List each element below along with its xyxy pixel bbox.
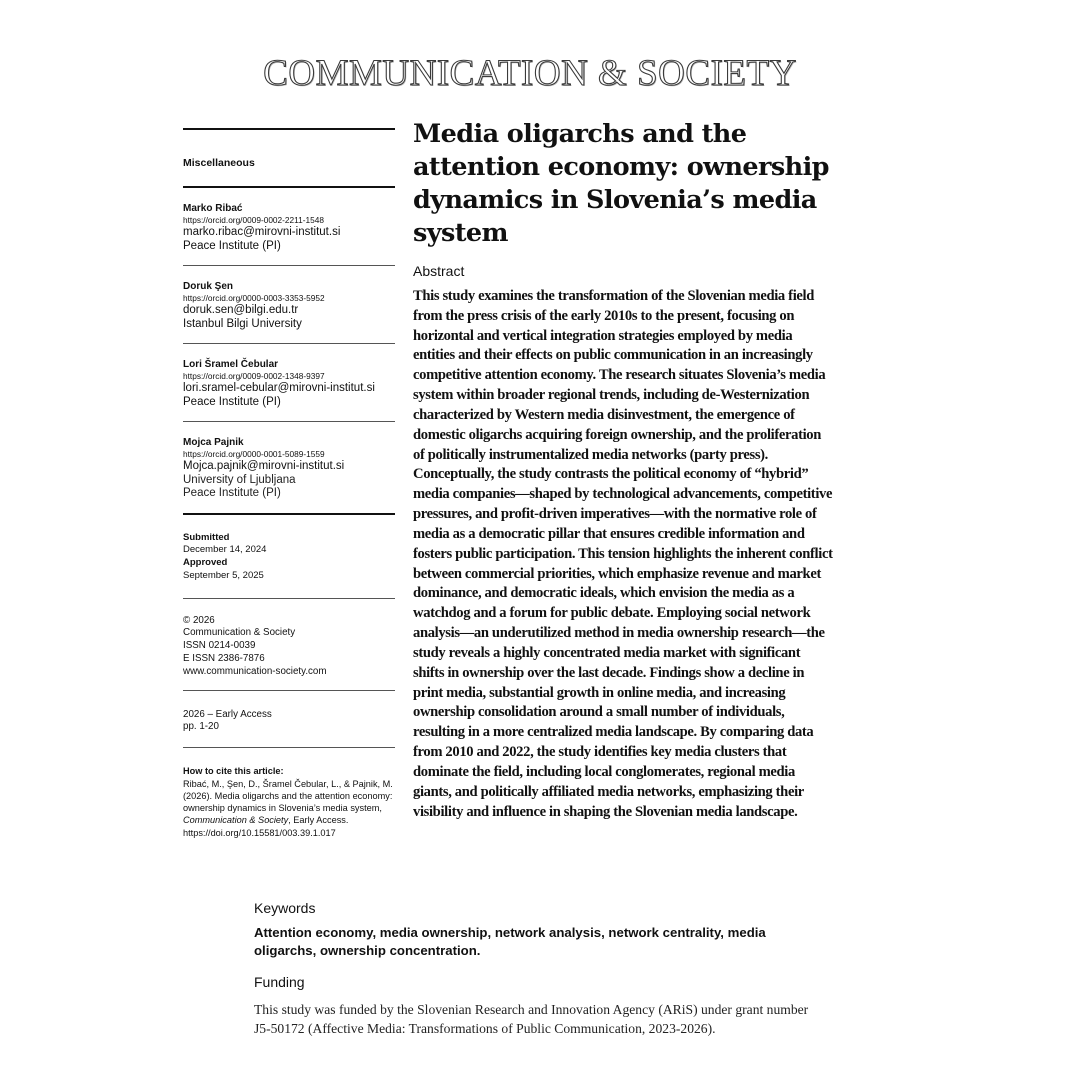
author-block bbox=[183, 422, 395, 513]
author-affiliation: Istanbul Bilgi University bbox=[183, 317, 302, 330]
author-affiliation: Peace Institute (PI) bbox=[183, 239, 281, 252]
author-email-link[interactable]: marko.ribac@mirovni-institut.si bbox=[183, 226, 341, 238]
website-link[interactable]: www.communication-society.com bbox=[183, 665, 327, 677]
author-orcid-link[interactable]: https://orcid.org/0000-0003-3353-5952 bbox=[183, 293, 325, 303]
author-name: Lori Šramel Čebular bbox=[183, 359, 279, 370]
submitted-label: Submitted bbox=[183, 531, 230, 543]
abstract-heading: Abstract bbox=[413, 263, 465, 279]
funding-heading: Funding bbox=[254, 974, 305, 990]
funding-text: This study was funded by the Slovenian Research and Innovation Agency (ARiS) under grant number J5-50172 (Affective Media: Transformations of Public Communication, 2023-2026). bbox=[254, 1002, 809, 1036]
citation-block bbox=[183, 748, 395, 839]
keywords-heading: Keywords bbox=[254, 900, 316, 916]
article-sidebar bbox=[183, 128, 395, 839]
citation-journal: Communication & Society bbox=[183, 815, 289, 826]
author-name: Doruk Şen bbox=[183, 281, 234, 292]
author-affiliation: Peace Institute (PI) bbox=[183, 395, 281, 408]
section-label: Miscellaneous bbox=[183, 157, 255, 169]
issue-pages: pp. 1-20 bbox=[183, 721, 219, 733]
author-email-link[interactable]: doruk.sen@bilgi.edu.tr bbox=[183, 304, 299, 316]
citation-status: , Early Access. bbox=[288, 815, 349, 826]
author-block bbox=[183, 344, 395, 421]
eissn: E ISSN 2386-7876 bbox=[183, 653, 265, 665]
submitted-date: December 14, 2024 bbox=[183, 544, 267, 556]
author-name: Mojca Pajnik bbox=[183, 437, 244, 448]
citation-text bbox=[183, 778, 395, 827]
issue-info bbox=[183, 691, 395, 748]
abstract-text: This study examines the transformation of the Slovenian media field from the press crisis of the early 2010s to the present, focusing on horizontal and vertical integration strategies employed by media entities and their effects on public communication in an increasingly competitive attention economy. The research situates Slovenia’s media system within broader regional trends, including de-Westernization characterized by Western media disinvestment, the emergence of domestic oligarchs acquiring foreign ownership, and the proliferation of politically instrumentalized media networks (party press). Conceptually, the study contrasts the political economy of “hybrid” media companies—shaped by technological advancements, competitive pressures, and profit-driven imperatives—with the normative role of media as a democratic pillar that ensures credible information and fosters public participation. This tension highlights the inherent conflict between commercial priorities, which emphasize revenue and market dominance, and democratic ideals, which envision the media as a watchdog and a forum for public debate. Employing social network analysis—an underutilized method in media ownership research—the study reveals a highly concentrated media market with significant shifts in ownership over the last decade. Findings show a decline in print media, substantial growth in online media, and increasing ownership consolidation around a small number of individuals, resulting in a more centralized media landscape. By comparing data from 2010 and 2022, the study identifies key media clusters that dominate the field, including local conglomerates, regional media giants, and politically affiliated media networks, emphasizing their visibility and influence in shaping the Slovenian media landscape. bbox=[413, 288, 833, 820]
author-affiliation: University of Ljubljana bbox=[183, 473, 296, 486]
publication-info bbox=[183, 599, 395, 690]
publisher: Communication & Society bbox=[183, 627, 296, 639]
divider bbox=[183, 128, 395, 130]
author-orcid-link[interactable]: https://orcid.org/0000-0001-5089-1559 bbox=[183, 449, 325, 459]
issn: ISSN 0214-0039 bbox=[183, 640, 256, 652]
approved-label: Approved bbox=[183, 557, 228, 569]
author-block bbox=[183, 188, 395, 265]
article-main bbox=[413, 118, 833, 822]
article-dates bbox=[183, 515, 395, 598]
citation-authors: Ribać, M., Şen, D., Šramel Čebular, L., & Pajnik, M. (2026). Media oligarchs and the attention economy: ownership dynamics in Slovenia’s media system, bbox=[183, 778, 393, 814]
keywords-text: Attention economy, media ownership, network analysis, network centrality, media oligarchs, ownership concentration. bbox=[254, 925, 766, 958]
author-orcid-link[interactable]: https://orcid.org/0009-0002-2211-1548 bbox=[183, 215, 324, 225]
author-email-link[interactable]: lori.sramel-cebular@mirovni-institut.si bbox=[183, 382, 375, 394]
author-name: Marko Ribać bbox=[183, 203, 243, 214]
keywords-funding bbox=[254, 900, 814, 1038]
citation-heading: How to cite this article: bbox=[183, 766, 284, 777]
author-email-link[interactable]: Mojca.pajnik@mirovni-institut.si bbox=[183, 460, 345, 472]
approved-date: September 5, 2025 bbox=[183, 569, 264, 581]
journal-title: COMMUNICATION & SOCIETY bbox=[263, 53, 797, 94]
copyright: © 2026 bbox=[183, 614, 215, 626]
article-title: Media oligarchs and the attention economy: ownership dynamics in Slovenia’s media system bbox=[413, 119, 829, 248]
author-orcid-link[interactable]: https://orcid.org/0009-0002-1348-9397 bbox=[183, 371, 325, 381]
citation-doi-link[interactable]: https://doi.org/10.15581/003.39.1.017 bbox=[183, 827, 336, 838]
author-affiliation: Peace Institute (PI) bbox=[183, 487, 281, 499]
issue-volume: 2026 – Early Access bbox=[183, 708, 272, 720]
author-block bbox=[183, 266, 395, 343]
